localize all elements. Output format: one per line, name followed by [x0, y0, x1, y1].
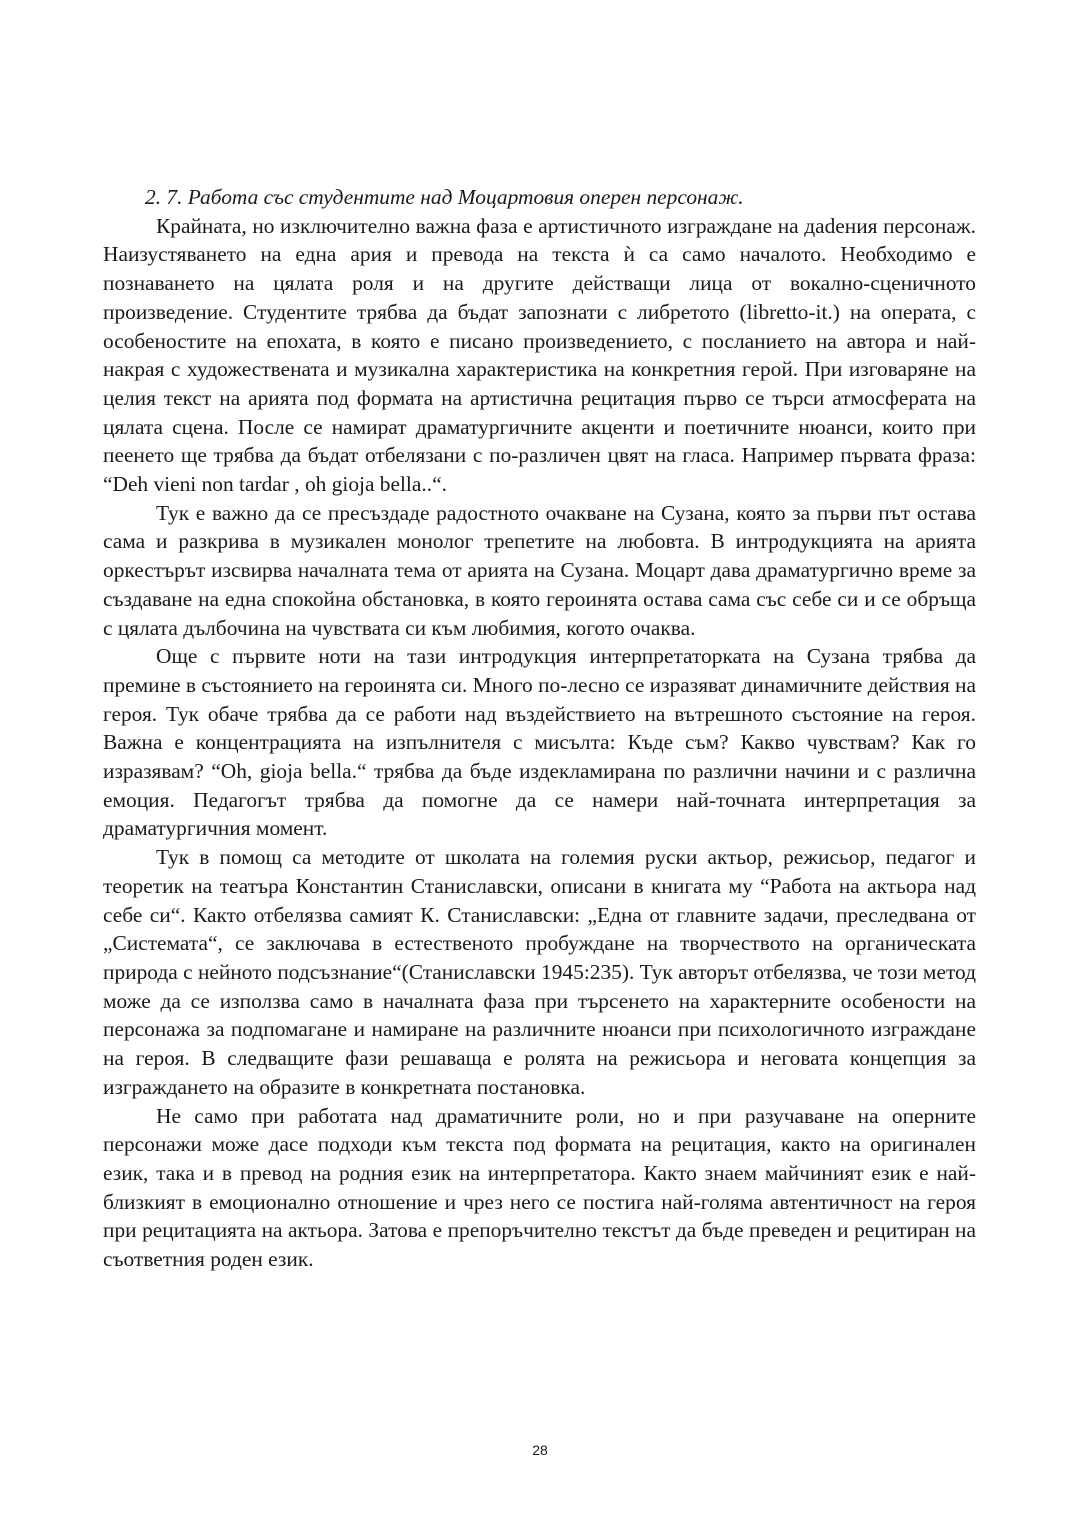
page-number: 28: [532, 1442, 548, 1458]
paragraph: Тук е важно да се пресъздаде радостното очакване на Сузана, която за първи път остава сама и разкрива в музикален монолог трепетите на любовта. В интродукцията на арията оркестърът изсвирва началната тема от арията на Сузана. Моцарт дава драматургично време за създаване на една спокойна обстановка, в която героинята остава сама със себе си и се обръща с цялата дълбочина на чувствата си към любимия, когото очаква.: [103, 500, 976, 640]
document-body: [103, 183, 976, 1274]
section-heading: 2. 7. Работа със студентите над Моцартовия оперен персонаж.: [145, 185, 744, 209]
paragraph: Не само при работата над драматичните роли, но и при разучаване на оперните персонажи може дасе подходи към текста под формата на рецитация, както на оригинален език, така и в превод на родния език на интерпретатора. Както знаем майчиният език е най-близкият в емоционално отношение и чрез него се постига най-голяма автентичност на героя при рецитацията на актьора. Затова е препоръчително текстът да бъде преведен и рецитиран на съответния роден език.: [103, 1103, 976, 1272]
paragraph: Тук в помощ са методите от школата на големия руски актьор, режисьор, педагог и теоретик на театъра Константин Станиславски, описани в книгата му “Работа на актьора над себе си“. Както отбелязва самият К. Станиславски: „Една от главните задачи, преследвана от „Системата“, се заключава в естественото пробуждане на творчеството на органическата природа с нейното подсъзнание“(Станиславски 1945:235). Тук авторът отбелязва, че този метод може да се използва само в началната фаза при търсенето на характерните особености на персонажа за подпомагане и намиране на различните нюанси при психологичното изграждане на героя. В следващите фази решаваща е ролята на режисьора и неговата концепция за изграждането на образите в конкретната постановка.: [103, 845, 976, 1099]
paragraph: Крайната, но изключително важна фаза е артистичното изграждане на даdения персонаж. Наизустяването на една ария и превода на текста ѝ са само началото. Необходимо е познаването на цялата роля и на другите действащи лица от вокално-сценичното произведение. Студентите трябва да бъдат запознати с либретото (libretto-it.) на операта, с особеностите на епохата, в която е писано произведението, с посланието на автора и най-накрая с художествената и музикална характеристика на конкретния герой. При изговаряне на целия текст на арията под формата на артистична рецитация първо се търси атмосферата на цялата сцена. После се намират драматургичните акценти и поетичните нюанси, които при пеенето ще трябва да бъдат отбелязани с по-различен цвят на гласа. Например първата фраза: “Deh vieni non tardar , oh gioja bella..“.: [103, 213, 976, 497]
paragraph: Още с първите ноти на тази интродукция интерпретаторката на Сузана трябва да премине в състоянието на героинята си. Много по-лесно се изразяват динамичните действия на героя. Тук обаче трябва да се работи над въздействието на вътрешното състояние на героя. Важна е концентрацията на изпълнителя с мисълта: Къде съм? Какво чувствам? Как го изразявам? “Oh, gioja bella.“ трябва да бъде издекламирана по различни начини и с различна емоция. Педагогът трябва да помогне да се намери най-точната интерпретация за драматургичния момент.: [103, 644, 976, 841]
